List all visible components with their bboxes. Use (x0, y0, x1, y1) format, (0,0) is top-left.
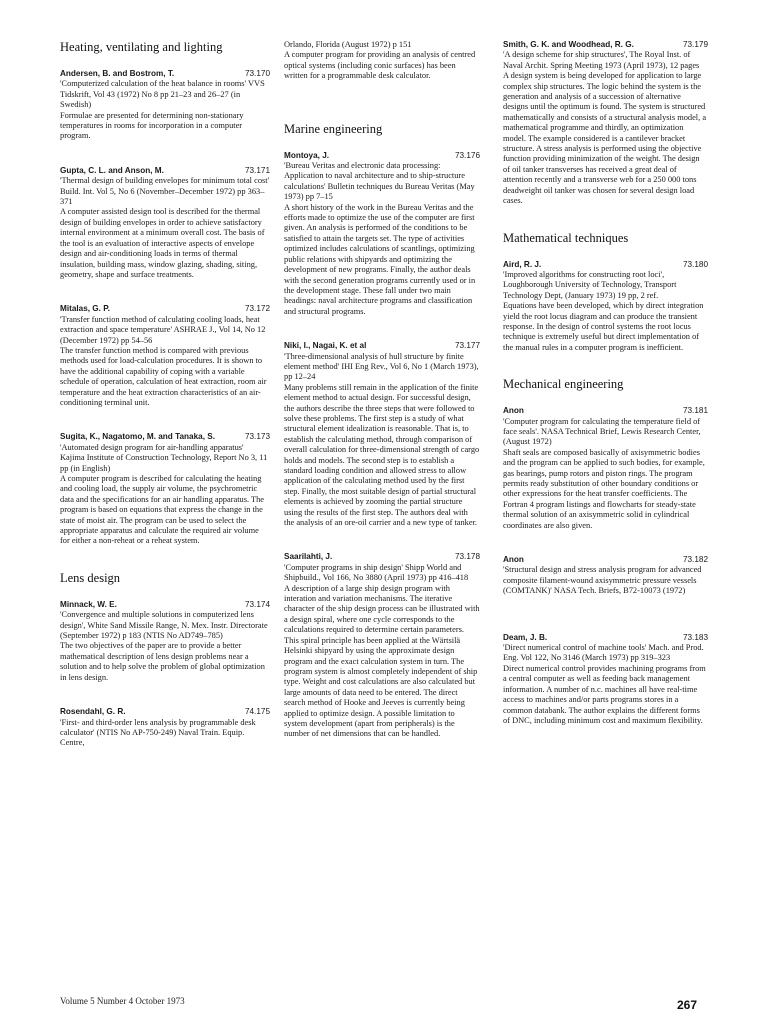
entry-authors: Andersen, B. and Bostrom, T. (60, 69, 175, 78)
entry-header (60, 166, 270, 176)
entry-authors: Smith, G. K. and Woodhead, R. G. (503, 40, 634, 49)
entry-header (284, 552, 480, 562)
entry-citation: 'Improved algorithms for constructing root loci', Loughborough University of Technology, Transport Technology Dept, (January 1973) 19 pp, 2 ref. (503, 269, 677, 300)
entry-authors: Saarilahti, J. (284, 552, 333, 562)
bibliography-entry (284, 40, 480, 82)
bibliography-entry (503, 260, 708, 354)
entry-reference-number: 74.175 (244, 707, 270, 717)
entry-header (503, 40, 708, 50)
entry-abstract: Direct numerical control provides machining programs from a central computer as well as feeding back management information. A number of n.c. machines all have real-time access to machines and/or parts programs stores in a common databank. The author explains the different forms of DNC, including minimum cost and maximum flexibility. (503, 663, 706, 725)
entry-abstract: A description of a large ship design program with interation and variation mechanisms. The iterative character of the ship design process can be illustrated with a design spiral, where one cycle corresponds to the calculations required to determine certain parameters. This spiral principle has been applied at the Wärtsilä Helsinki shipyard by using the approximate design program and the exact calculation system in turn. The program system is almost completely independent of ship type. Weight and cost calculations are also calculated but large amounts of data need to be entered. The direct search method of Hooke and Jeeves is currently being applied to optimize design. A possible limitation to system development (apart from peripherals) is the number of net dimensions that can be handled. (284, 583, 480, 739)
bibliography-entry (60, 432, 270, 546)
column-middle (284, 40, 480, 740)
bibliography-entry (60, 707, 270, 749)
section-heading: Marine engineering (284, 121, 383, 136)
entry-header (60, 69, 270, 79)
entry-abstract: Many problems still remain in the application of the finite element method to actual design. For successful design, the authors describe the three steps that were followed to solve these problems. The first step is a study of what structural element idealization is reasonable. That is, to establish the calculating method, through comparison of overall calculation for three-dimensional strength of cargo holds and models. The second step is to establish a standard loading condition and allowed stress to allow application of the calculating method used by the first step. Finally, the most suitable design of partial structural elements is achieved by zooming the partial structure using the results of the first step. The authors deal with the analysis of an ore-oil carrier and a new type of tanker. (284, 382, 480, 528)
entry-reference-number: 73.171 (244, 165, 270, 175)
bibliography-entry (503, 633, 708, 727)
entry-authors: Montoya, J. (284, 150, 330, 160)
entry-reference-number: 73.174 (244, 599, 270, 609)
entry-reference-number: 73.182 (682, 555, 708, 565)
entry-reference-number: 73.170 (244, 69, 270, 78)
bibliography-entry (284, 341, 480, 528)
entry-authors: Aird, R. J. (503, 259, 542, 269)
entry-abstract: Shaft seals are composed basically of axisymmetric bodies and the program can be applied to such bodies, for example, gas bearings, pump rotors and piston rings. The program permits ready substitution of other boundary conditions or other expressions for the heat transfer coefficients. The Fortran 4 program listings and flowcharts for steady-state thermal solution of an axisymmetric solid in cylindrical coordinates are also given. (503, 447, 705, 530)
entry-header (60, 600, 270, 610)
entry-reference-number: 73.179 (682, 40, 708, 49)
entry-header (503, 260, 708, 270)
entry-reference-number: 73.181 (682, 406, 708, 416)
entry-abstract: A computer assisted design tool is described for the thermal design of building envelopes in order to achieve satisfactory internal environment at a minimum overall cost. The basis of the tool is an evaluation of interactive aspects of envelope design and air-conditioning loads in terms of thermal insulation, building mass, window glazing, shading, siting, geometry, shape and surface treatments. (60, 207, 265, 279)
entry-citation: 'Thermal design of building envelopes for minimum total cost' Build. Int. Vol 5, No 6 (November–December 1972) pp 363–371 (60, 176, 270, 207)
section-heading: Heating, ventilating and lighting (60, 40, 223, 54)
entry-header (60, 707, 270, 717)
entry-reference-number: 73.183 (682, 632, 708, 642)
bibliography-entry (60, 69, 270, 142)
entry-reference-number: 73.180 (682, 259, 708, 269)
entry-abstract: A computer program is described for calculating the heating and cooling load, the supply air volume, the psychrometric data and the specifications for an air handling apparatus. The program is based on equations that express the change in the state of moist air. The program can be used to select the appropriate apparatus and calculate the required air volume for either a non-reheat or a reheat system. (60, 474, 265, 546)
entry-header (503, 406, 708, 416)
entry-abstract: Equations have been developed, which by direct integration yield the root locus diagram and can produce the transient response. In the design of control systems the root locus technique is extremely useful but direct implementation of the manual rules in a computer program is inefficient. (503, 301, 704, 352)
entry-abstract: A short history of the work in the Bureau Veritas and the efforts made to optimize the use of the computer are first given. An analysis is performed of the conditions to be satisfied to attain the targets set. The type of activities optimized includes calculations of scantlings, optimizing public relations with shipyards and optimizing the development of new programs. Finally, the author deals with the second generation programs currently used or in the development stage. These fall under two main headings: naval architecture programs and classification and structural programs. (284, 202, 476, 316)
bibliography-entry (284, 151, 480, 318)
entry-citation: 'Automated design program for air-handling apparatus' Kajima Institute of Construction Technology, Report No 3, 11 pp (in English) (60, 442, 268, 473)
section-heading: Mathematical techniques (503, 230, 629, 245)
entry-citation: 'Structural design and stress analysis program for advanced composite filament-wound axisymmetric pressure vessels (COMTANK)' NASA Tech. Briefs, B72-10073 (1972) (503, 565, 702, 596)
entry-header (284, 341, 480, 351)
section-heading: Lens design (60, 570, 121, 585)
entry-header (503, 555, 708, 565)
entry-abstract: A computer program for providing an analysis of centred optical systems (including conic surfaces) has been written for a programmable desk calculator. (284, 50, 476, 81)
bibliography-entry (503, 555, 708, 597)
column-right (503, 40, 708, 726)
page-number: 267 (677, 998, 698, 1012)
entry-citation: 'Direct numerical control of machine tools' Mach. and Prod. Eng. Vol 122, No 3146 (March 1973) pp 319–323 (503, 643, 704, 663)
entry-citation: 'First- and third-order lens analysis by programmable desk calculator' (NTIS No AP-750-249) Naval Train. Equip. Centre, (60, 717, 256, 748)
entry-authors: Minnack, W. E. (60, 599, 117, 609)
bibliography-entry (60, 166, 270, 280)
entry-header (503, 633, 708, 643)
bibliography-entry (60, 600, 270, 683)
entry-authors: Anon (503, 555, 524, 565)
issue-footer: Volume 5 Number 4 October 1973 (60, 996, 185, 1006)
entry-citation: Orlando, Florida (August 1972) p 151 (284, 40, 412, 49)
entry-abstract: A design system is being developed for application to large complex ship structures. The logic behind the system is the generation and analysis of a succession of alternative designs until the optimum is found. The system is structured mathematically and consists of a structural analysis model, a mathematical programme and thirdly, an optimization model. The example considered is a cantilever bracket structure. A stress analysis is performed using the objective function providing minimization of the weight. The design of oil tanker transverses has received a great deal of attention recently and a transverse web for a 250 000 tons deadweight oil tanker was chosen for several design load cases. (503, 71, 707, 206)
entry-reference-number: 73.178 (454, 552, 480, 562)
entry-authors: Anon (503, 406, 524, 416)
entry-citation: 'Computer program for calculating the temperature field of face seals'. NASA Technical Brief, Lewis Research Center, (August 1972) (503, 416, 701, 447)
entry-citation: 'Bureau Veritas and electronic data processing: Application to naval architecture and to ship-structure calculations' Bulletin techniques du Bureau Veritas (May 1973) pp 7–15 (284, 161, 475, 202)
entry-authors: Mitalas, G. P. (60, 304, 110, 314)
entry-header (60, 304, 270, 314)
entry-abstract: The two objectives of the paper are to provide a better mathematical description of lens design problems near a solution and to help solve the problem of global optimization in lens design. (60, 641, 265, 682)
bibliography-entry (284, 552, 480, 739)
entry-authors: Gupta, C. L. and Anson, M. (60, 165, 164, 175)
bibliography-entry (503, 406, 708, 531)
entry-citation: 'Three-dimensional analysis of hull structure by finite element method' IHI Eng Rev., Vol 6, No 1 (March 1973), pp 12–24 (284, 351, 479, 382)
entry-reference-number: 73.173 (244, 432, 270, 442)
entry-authors: Sugita, K., Nagatomo, M. and Tanaka, S. (60, 432, 215, 442)
entry-authors: Niki, I., Nagai, K. et al (284, 341, 367, 351)
entry-authors: Rosendahl, G. R. (60, 707, 126, 717)
entry-citation: 'Computer programs in ship design' Shipp World and Shipbuild., Vol 166, No 3880 (April 1973) pp 416–418 (284, 562, 469, 583)
entry-authors: Deam, J. B. (503, 632, 548, 642)
entry-reference-number: 73.177 (454, 341, 480, 351)
entry-citation: 'Convergence and multiple solutions in computerized lens design', White Sand Missile Range, N. Mex. Instr. Directorate (September 1972) p 183 (NTIS No AD749–785) (60, 610, 268, 641)
bibliography-entry (503, 40, 708, 207)
entry-reference-number: 73.172 (244, 304, 270, 314)
entry-citation: 'Transfer function method of calculating cooling loads, heat extraction and space temperature' ASHRAE J., Vol 14, No 12 (December 1972) pp 54–56 (60, 314, 266, 345)
entry-citation: 'A design scheme for ship structures', The Royal Inst. of Naval Archit. Spring Meeting 1973 (April 1973), 12 pages (503, 50, 700, 70)
section-heading: Mechanical engineering (503, 377, 624, 392)
column-left (60, 40, 270, 749)
entry-header (60, 432, 270, 442)
entry-header (284, 151, 480, 161)
entry-abstract: Formulae are presented for determining non-stationary temperatures in rooms for incorporation in a computer program. (60, 110, 244, 141)
entry-citation: 'Computerized calculation of the heat balance in rooms' VVS Tidskrift, Vol 43 (1972) No 8 pp 21–23 and 26–27 (in Swedish) (60, 79, 265, 110)
entry-abstract: The transfer function method is compared with previous methods used for load-calculation procedures. It is shown to have the additional capability of coping with a variable schedule of operation, calculation of heat extraction, room air temperature and the heat extraction characteristics of an air-conditioning terminal unit. (60, 345, 267, 407)
bibliography-entry (60, 304, 270, 408)
entry-reference-number: 73.176 (454, 150, 480, 160)
